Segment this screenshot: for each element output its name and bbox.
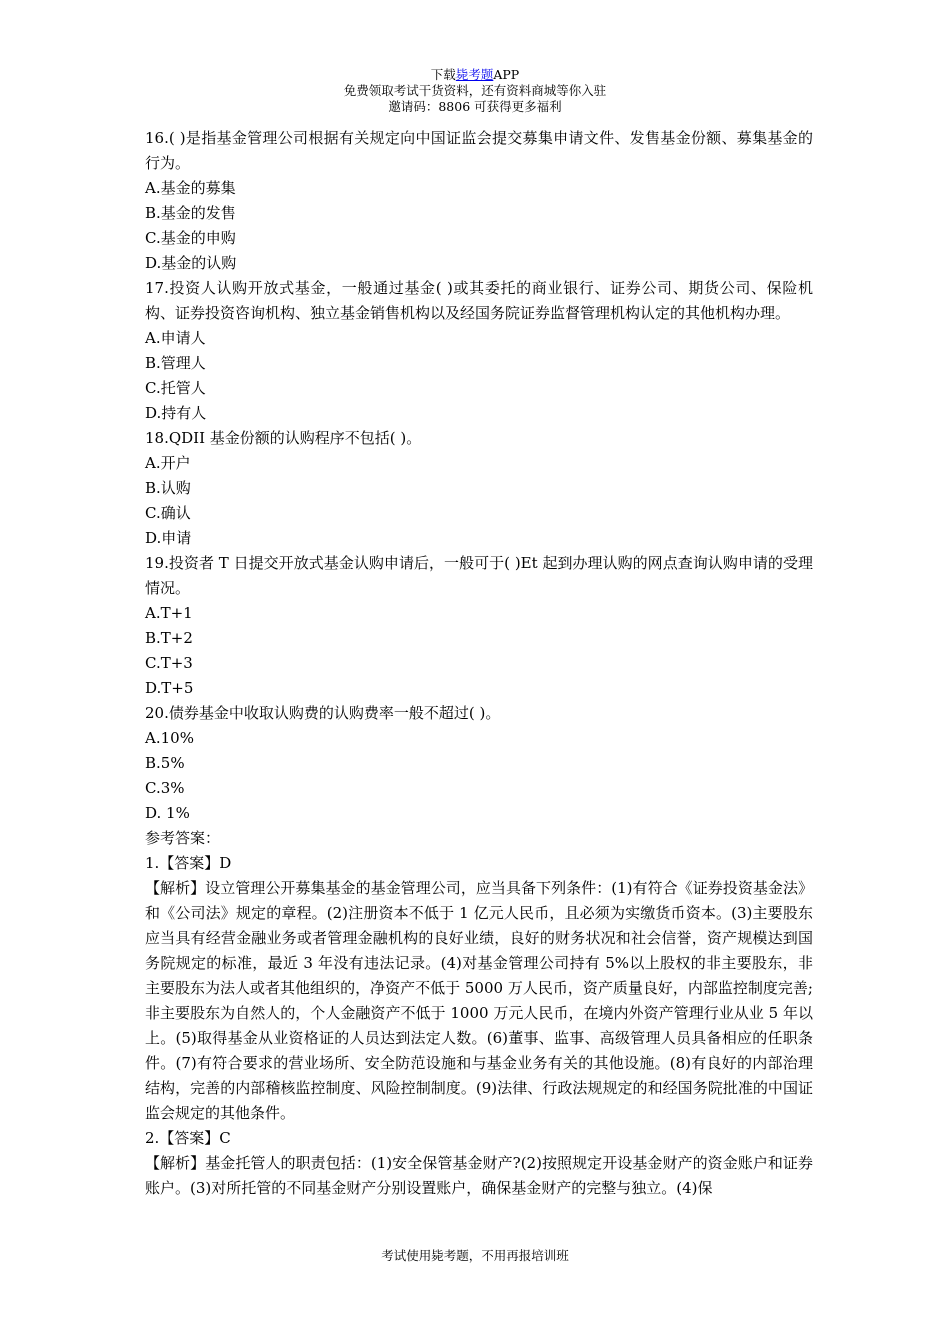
question-option: B.管理人	[145, 354, 206, 372]
answer-1	[145, 851, 813, 1126]
question-option: A.开户	[145, 454, 191, 472]
question-option: D.T+5	[145, 679, 194, 697]
header-download-prefix: 下载	[430, 67, 456, 82]
document-body	[145, 126, 813, 1201]
question-option: C.T+3	[145, 654, 193, 672]
question-option: A.申请人	[145, 329, 206, 347]
answer-analysis: 【解析】设立管理公开募集基金的基金管理公司，应当具备下列条件：(1)有符合《证券投资基金法》和《公司法》规定的章程。(2)注册资本不低于 1 亿元人民币，且必须为实缴货币资本。(3)主要股东应当具有经营金融业务或者管理金融机构的良好业绩，良好的财务状况和社会信誉，资产规模达到国务院规定的标准，最近 3 年没有违法记录。(4)对基金管理公司持有 5%以上股权的非主要股东，非主要股东为法人或者其他组织的，净资产不低于 5000 万人民币，资产质量良好，内部监控制度完善;非主要股东为自然人的，个人金融资产不低于 1000 万元人民币，在境内外资产管理行业从业 5 年以上。(5)取得基金从业资格证的人员达到法定人数。(6)董事、监事、高级管理人员具备相应的任职条件。(7)有符合要求的营业场所、安全防范设施和与基金业务有关的其他设施。(8)有良好的内部治理结构，完善的内部稽核监控制度、风险控制制度。(9)法律、行政法规规定的和经国务院批准的中国证监会规定的其他条件。	[145, 879, 813, 1122]
question-option: A.基金的募集	[145, 179, 236, 197]
header-download-suffix: APP	[493, 67, 520, 82]
header-line-download	[0, 67, 950, 83]
question-option: B.T+2	[145, 629, 193, 647]
question-option: C.托管人	[145, 379, 206, 397]
answer-key: 2.【答案】C	[145, 1129, 231, 1147]
question-option: C.确认	[145, 504, 191, 522]
question-option: C.3%	[145, 779, 185, 797]
page-footer: 考试使用毙考题，不用再报培训班	[381, 1248, 569, 1263]
question-17	[145, 276, 813, 426]
question-stem: 18.QDII 基金份额的认购程序不包括( )。	[145, 429, 422, 447]
question-16	[145, 126, 813, 276]
question-option: D.申请	[145, 529, 192, 547]
header-line-invite-code: 邀请码：8806 可获得更多福利	[388, 99, 562, 114]
answer-key: 1.【答案】D	[145, 854, 232, 872]
answer-2	[145, 1126, 813, 1201]
header-line-promo: 免费领取考试干货资料，还有资料商城等你入驻	[343, 83, 607, 98]
question-stem: 19.投资者 T 日提交开放式基金认购申请后，一般可于( )Et 起到办理认购的网点查询认购申请的受理情况。	[145, 554, 813, 597]
question-option: C.基金的申购	[145, 229, 236, 247]
question-option: D.持有人	[145, 404, 207, 422]
app-link[interactable]: 毙考题	[455, 67, 494, 82]
question-option: D. 1%	[145, 804, 190, 822]
answers-heading: 参考答案：	[145, 829, 221, 847]
question-option: B.5%	[145, 754, 185, 772]
question-option: B.认购	[145, 479, 191, 497]
question-19	[145, 551, 813, 701]
question-option: A.10%	[145, 729, 194, 747]
question-option: D.基金的认购	[145, 254, 237, 272]
question-stem: 17.投资人认购开放式基金，一般通过基金( )或其委托的商业银行、证券公司、期货公司、保险机构、证券投资咨询机构、独立基金销售机构以及经国务院证券监督管理机构认定的其他机构办理。	[145, 279, 813, 322]
answer-analysis: 【解析】基金托管人的职责包括：(1)安全保管基金财产?(2)按照规定开设基金财产的资金账户和证券账户。(3)对所托管的不同基金财产分别设置账户，确保基金财产的完整与独立。(4)保	[145, 1154, 813, 1197]
page-header	[0, 67, 950, 115]
question-18	[145, 426, 813, 551]
question-option: B.基金的发售	[145, 204, 236, 222]
question-option: A.T+1	[145, 604, 193, 622]
question-stem: 16.( )是指基金管理公司根据有关规定向中国证监会提交募集申请文件、发售基金份额、募集基金的行为。	[145, 129, 813, 172]
question-20	[145, 701, 813, 826]
question-stem: 20.债券基金中收取认购费的认购费率一般不超过( )。	[145, 704, 501, 722]
